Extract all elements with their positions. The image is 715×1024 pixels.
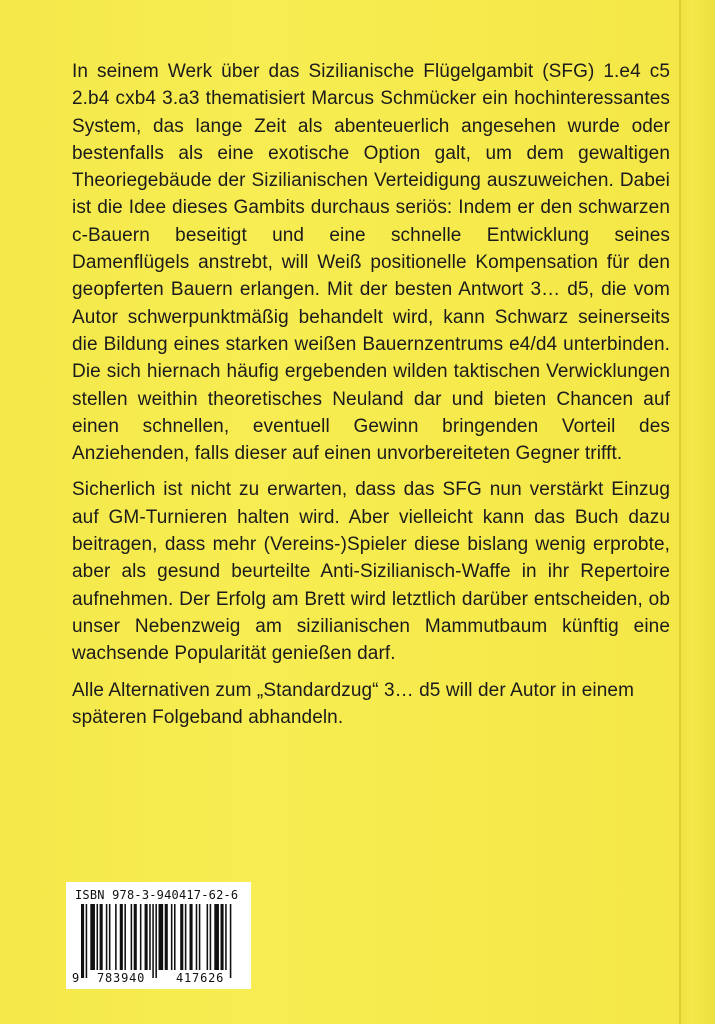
barcode-digits-left: 783940 [97,971,146,985]
blurb-paragraph-1: In seinem Werk über das Sizilianische Flügelgambit (SFG) 1.e4 c5 2.b4 cxb4 3.a3 thematisiert Marcus Schmücker ein hochinteressantes System, das lange Zeit als abenteuerlich angesehen wurde oder bestenfalls als eine exotische Option galt, um dem gewaltigen Theoriegebäude der Sizilianischen Verteidigung auszuweichen. Dabei ist die Idee dieses Gambits durchaus seriös: Indem er den schwarzen c-Bauern beseitigt und eine schnelle Entwicklung seines Damenflügels anstrebt, will Weiß positionelle Kompensation für den geopferten Bauern erlangen. Mit der besten Antwort 3… d5, die vom Autor schwerpunktmäßig behandelt wird, kann Schwarz seinerseits die Bildung eines starken weißen Bauernzentrums e4/d4 unterbinden. Die sich hiernach häufig ergebenden wilden taktischen Verwicklungen stellen weithin theoretisches Neuland dar und bieten Chancen auf einen schnellen, eventuell Gewinn bringenden Vorteil des Anziehenden, falls dieser auf einen unvorbereiteten Gegner trifft. [72,61,670,465]
barcode-bar [124,904,126,970]
barcode-bar [149,904,151,970]
barcode-bar [174,904,176,970]
barcode-bar [140,904,142,970]
barcode-bar [196,904,198,970]
barcode-bar [210,904,212,970]
barcode-bar [81,904,84,978]
barcode-bar [90,904,95,970]
barcode-bar [106,904,108,970]
barcode-bar [131,904,133,970]
barcode-bar [115,904,117,970]
barcode-bar [190,904,193,970]
barcode-digits-right: 417626 [176,971,225,985]
barcode-lead-digit: 9 [72,971,80,985]
barcode-bar [155,904,157,978]
barcode-bar [171,904,173,970]
barcode-bar [225,904,227,970]
barcode-bar [180,904,183,970]
cover-spine-edge [679,0,715,1024]
barcode-bar [145,904,148,970]
blurb-paragraph-3: Alle Alternativen zum „Standardzug“ 3… d5 will der Autor in einem späteren Folgeband abhandeln. [72,679,634,728]
barcode-bar [152,904,154,978]
barcode-bar [221,904,224,970]
barcode-bar [120,904,123,970]
barcode-bar [207,904,209,970]
book-blurb [72,58,670,740]
blurb-paragraph-2: Sicherlich ist nicht zu erwarten, dass das SFG nun verstärkt Einzug auf GM-Turnieren halten wird. Aber vielleicht kann das Buch dazu beitragen, dass mehr (Vereins-)Spieler diese bislang wenig erprobte, aber als gesund beurteilte Anti-Sizilianisch-Waffe in ihr Repertoire aufnehmen. Der Erfolg am Brett wird letztlich darüber entscheiden, ob unser Nebenzweig am sizilianischen Mammutbaum künftig eine wachsende Popularität genießen darf. [72,479,670,665]
barcode-bar [230,904,232,978]
barcode-bar [97,904,99,970]
isbn-label: ISBN 978-3-940417-62-6 [75,888,239,902]
barcode-bar [109,904,111,970]
barcode-bar [199,904,201,970]
barcode-bar [159,904,164,970]
isbn-barcode-box [66,882,251,989]
barcode-bar [100,904,103,970]
barcode-bar [86,904,88,978]
barcode-bar [185,904,187,970]
barcode-bar [134,904,137,970]
barcode-bar [165,904,168,970]
barcode-bar [214,904,219,970]
